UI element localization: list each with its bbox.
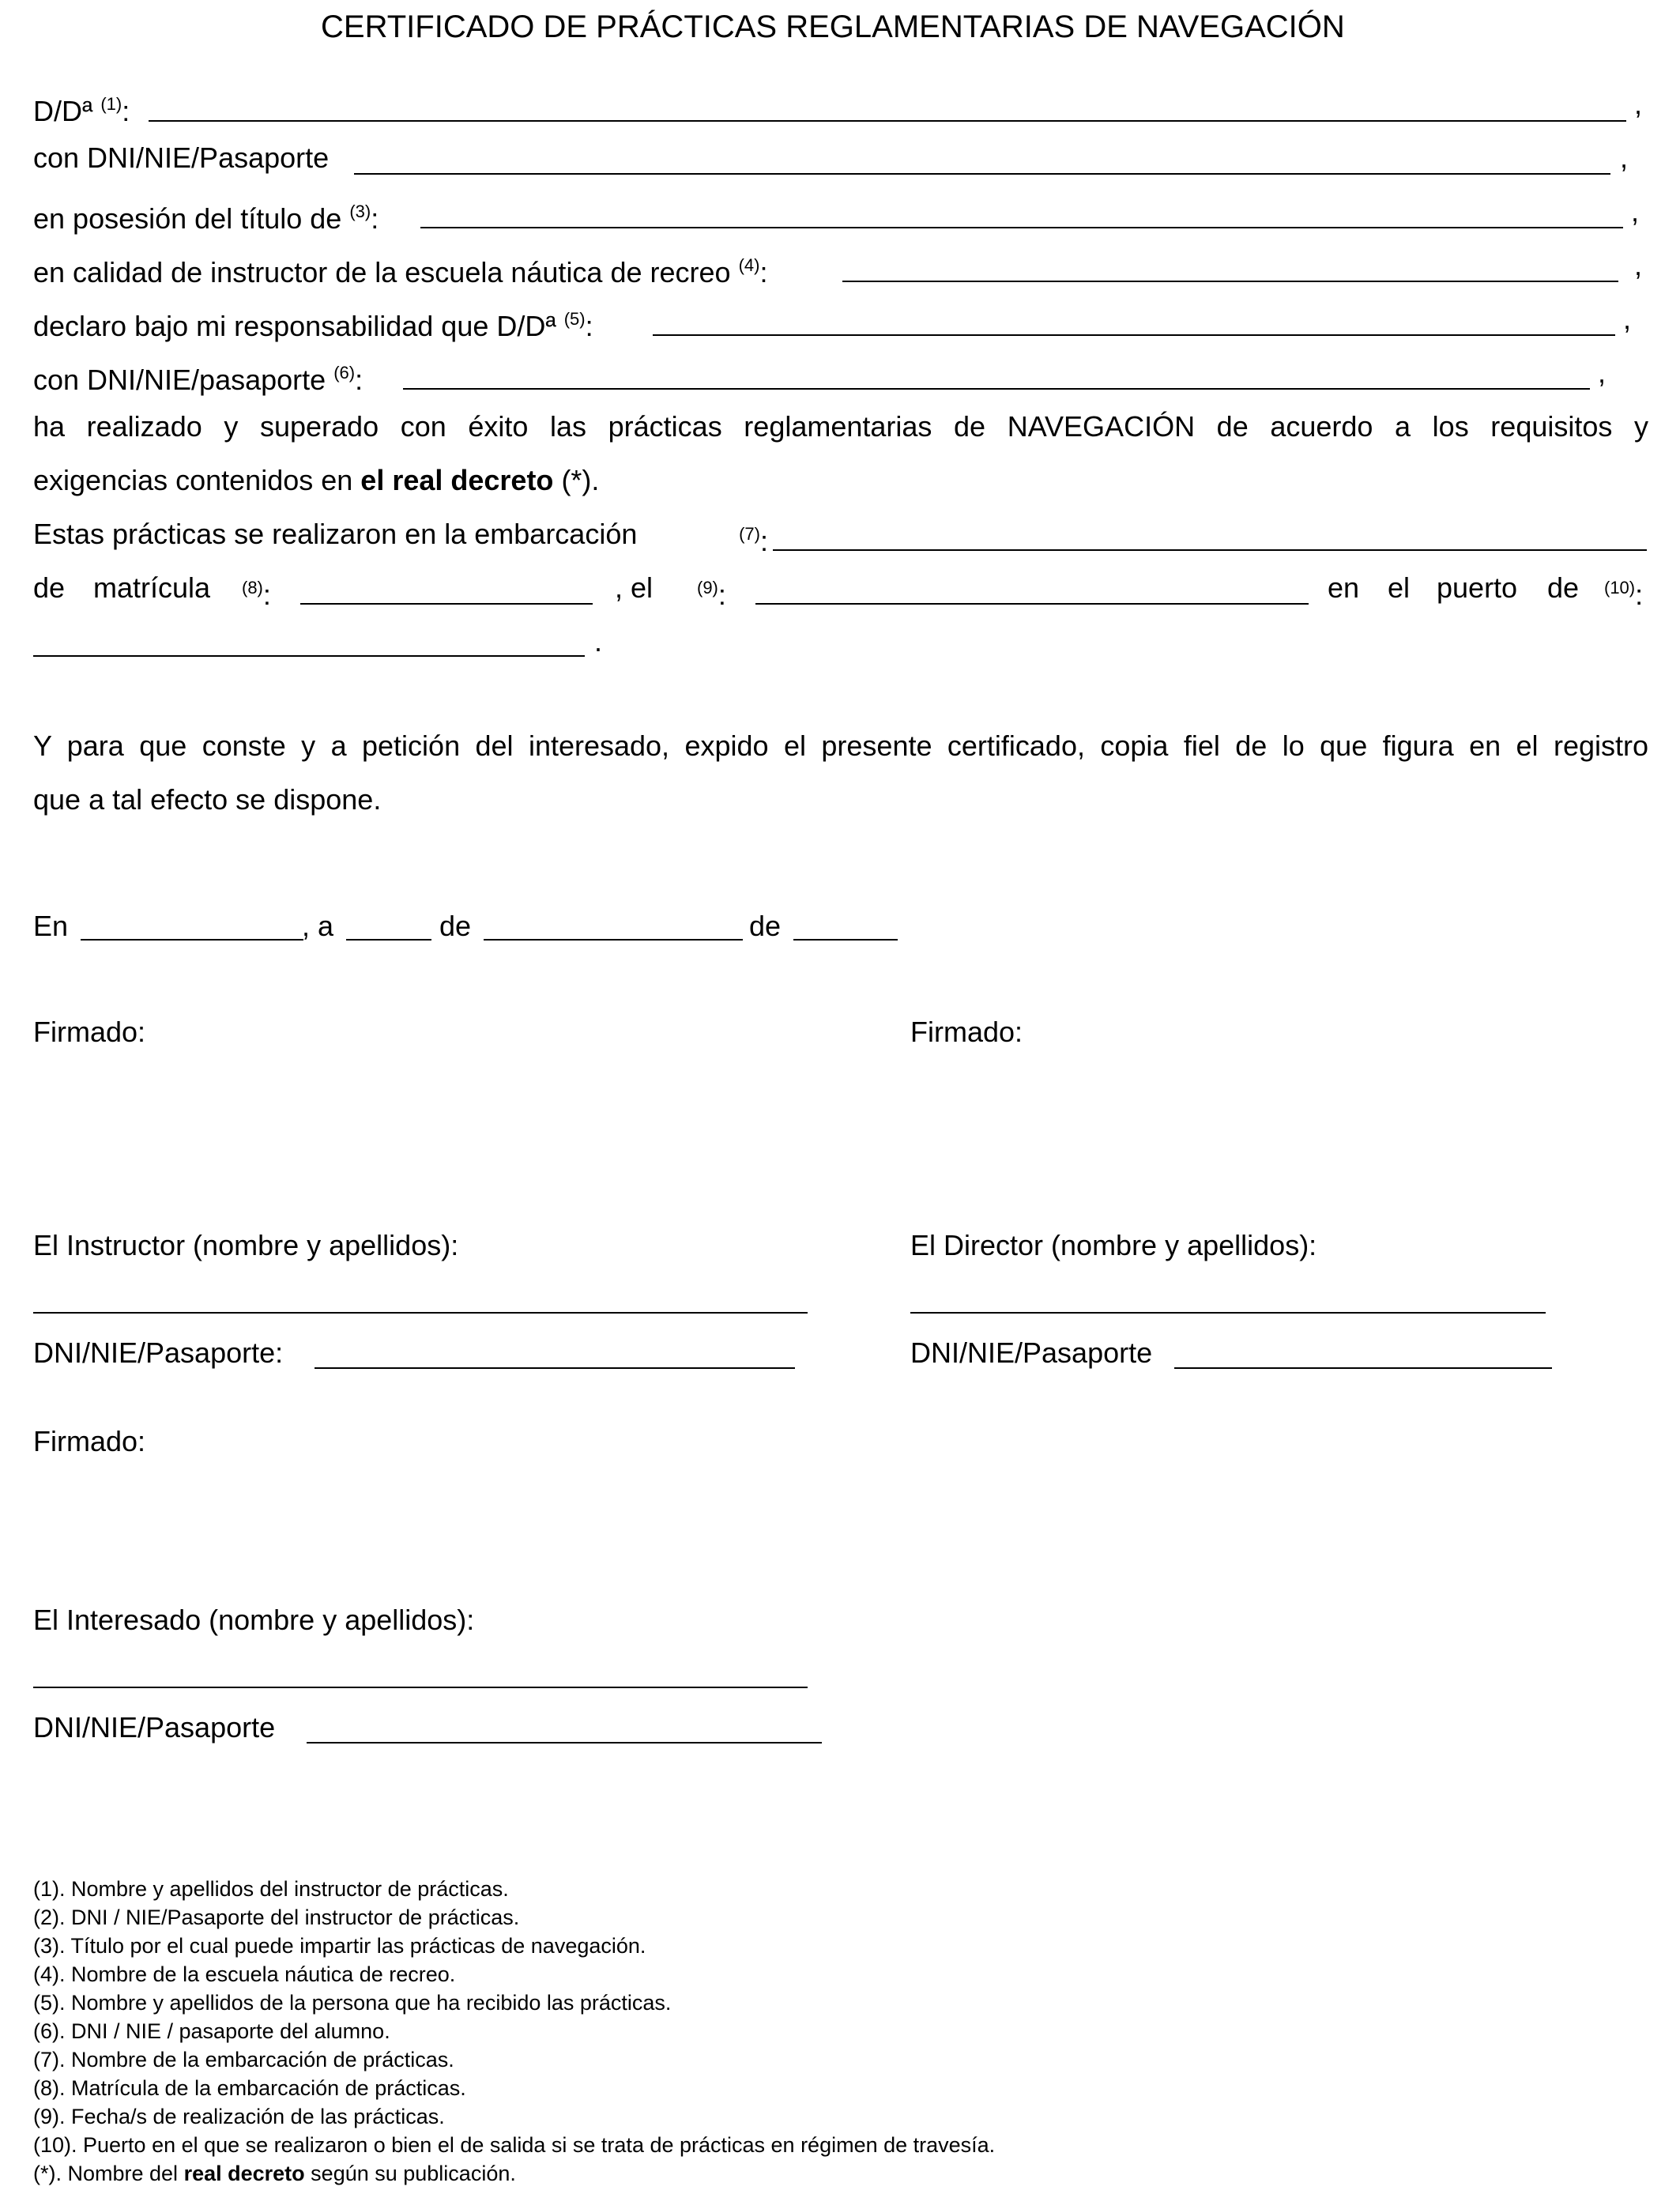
line-end-comma: , (1634, 249, 1643, 281)
school-line[interactable] (842, 281, 1618, 282)
student-signature-label: Firmado: (33, 1425, 146, 1457)
field-school-label (33, 248, 767, 290)
footnote-10: (10). Puerto en el que se realizaron o bien el de salida si se trata de prácticas en régimen de travesía. (33, 2133, 996, 2157)
footnote-ref: (1) (100, 94, 122, 114)
colon: : (759, 256, 768, 288)
date-month-line[interactable] (484, 939, 743, 941)
text: exigencias contenidos en (33, 464, 353, 496)
paragraph-closing-line1: Y para que conste y a petición del interesado, expido el presente certificado, copia fiel de lo que figura en el registro (33, 729, 1648, 762)
instructor-signature-label: Firmado: (33, 1016, 146, 1048)
student-dni-sign-line[interactable] (307, 1742, 822, 1744)
line-end-period: . (594, 625, 603, 658)
text: (*). (561, 464, 600, 496)
director-signature-label: Firmado: (910, 1016, 1023, 1048)
colon: : (718, 579, 726, 611)
line-end-comma: , (1598, 356, 1607, 389)
footnote-4: (4). Nombre de la escuela náutica de recreo. (33, 1962, 456, 1986)
instructor-name-line[interactable] (149, 120, 1626, 122)
word: en (1328, 571, 1360, 604)
label-text: D/Dª (33, 95, 93, 127)
word: de (33, 571, 66, 604)
footnote-decree (33, 2159, 995, 2188)
director-dni-sign-line[interactable] (1174, 1367, 1552, 1369)
colon: : (759, 525, 768, 557)
footnote-2: (2). DNI / NIE/Pasaporte del instructor de prácticas. (33, 1906, 520, 1929)
footnote-8: (8). Matrícula de la embarcación de prácticas. (33, 2076, 466, 2100)
label-text: Estas prácticas se realizaron en la embarcación (33, 518, 638, 550)
label-text: en posesión del título de (33, 202, 342, 235)
port-line[interactable] (33, 655, 585, 657)
label-text: con DNI/NIE/pasaporte (33, 364, 326, 396)
field-instructor-name-label (33, 87, 130, 129)
footnote-ref: (4) (738, 255, 760, 275)
date-de-label: de (749, 910, 782, 942)
footnote-7: (7). Nombre de la embarcación de prácticas. (33, 2048, 454, 2071)
colon: : (262, 579, 271, 611)
student-name-line[interactable] (653, 334, 1615, 336)
colon: : (371, 202, 379, 235)
footnote-6: (6). DNI / NIE / pasaporte del alumno. (33, 2019, 390, 2043)
instructor-name-label: El Instructor (nombre y apellidos): (33, 1229, 459, 1261)
director-name-label: El Director (nombre y apellidos): (910, 1229, 1317, 1261)
colon: : (1635, 579, 1644, 611)
director-fullname-line[interactable] (910, 1312, 1546, 1314)
colon: : (355, 364, 363, 396)
footnote-9: (9). Fecha/s de realización de las prácticas. (33, 2105, 445, 2128)
footnote-ref: (3) (349, 202, 371, 221)
director-dni-label: DNI/NIE/Pasaporte (910, 1336, 1153, 1369)
footnote-ref: (8) (242, 578, 263, 598)
footnote-ref-label (1604, 571, 1643, 613)
bold-text: real decreto (183, 2162, 305, 2185)
student-fullname-line[interactable] (33, 1687, 808, 1688)
footnote-1: (1). Nombre y apellidos del instructor de prácticas. (33, 1877, 509, 1901)
line-end-comma: , (1634, 88, 1643, 120)
footnote-5: (5). Nombre y apellidos de la persona que ha recibido las prácticas. (33, 1991, 672, 2015)
text: según su publicación. (311, 2162, 516, 2185)
text: (*). Nombre del (33, 2162, 179, 2185)
word: puerto (1437, 571, 1518, 604)
word: de (1547, 571, 1580, 604)
page-title: CERTIFICADO DE PRÁCTICAS REGLAMENTARIAS DE NAVEGACIÓN (321, 9, 1345, 44)
footnote-3: (3). Título por el cual puede impartir las prácticas de navegación. (33, 1934, 646, 1958)
footnotes (33, 1875, 995, 2188)
line-end-comma: , (1631, 195, 1640, 228)
instructor-fullname-line[interactable] (33, 1312, 808, 1314)
student-dni-label: DNI/NIE/Pasaporte (33, 1711, 276, 1744)
paragraph-closing-line2: que a tal efecto se dispone. (33, 783, 382, 816)
registration-line[interactable] (300, 603, 593, 605)
footnote-ref: (10) (1604, 578, 1636, 598)
footnote-ref: (6) (333, 363, 356, 383)
paragraph-declaration-line2 (33, 463, 599, 498)
footnote-ref-label (697, 571, 726, 613)
field-instructor-dni-label: con DNI/NIE/Pasaporte (33, 141, 330, 174)
student-name-label: El Interesado (nombre y apellidos): (33, 1604, 475, 1636)
field-student-dni-label (33, 356, 363, 398)
footnote-ref-label (242, 571, 271, 613)
footnote-ref: (7) (739, 524, 760, 544)
line-end-comma: , (1620, 141, 1629, 174)
date-place-line[interactable] (81, 939, 303, 941)
instructor-dni-sign-line[interactable] (315, 1367, 795, 1369)
word: el (1388, 571, 1411, 604)
date-year-line[interactable] (793, 939, 898, 941)
date-de-label: de (439, 910, 472, 942)
instructor-dni-line[interactable] (354, 173, 1610, 175)
line-end-comma: , (1623, 303, 1632, 335)
field-vessel-label (33, 517, 768, 559)
student-dni-line[interactable] (403, 388, 1590, 390)
footnote-ref: (9) (697, 578, 718, 598)
field-title-label (33, 194, 379, 236)
label-text: declaro bajo mi responsabilidad que D/Dª (33, 310, 556, 342)
date-a-label: , a (302, 910, 334, 942)
dates-line[interactable] (755, 603, 1309, 605)
title-line[interactable] (420, 227, 1623, 228)
paragraph-declaration-line1: ha realizado y superado con éxito las prácticas reglamentarias de NAVEGACIÓN de acuerdo a los requisitos y (33, 410, 1648, 443)
instructor-dni-label: DNI/NIE/Pasaporte: (33, 1336, 284, 1369)
colon: : (122, 95, 130, 127)
word: matrícula (93, 571, 211, 604)
bold-text: el real decreto (360, 464, 554, 496)
colon: : (585, 310, 593, 342)
date-en-label: En (33, 910, 69, 942)
date-day-line[interactable] (346, 939, 431, 941)
field-student-name-label (33, 302, 593, 344)
footnote-ref: (5) (563, 309, 586, 329)
vessel-line[interactable] (773, 549, 1647, 551)
word: , el (615, 571, 654, 604)
label-text: en calidad de instructor de la escuela náutica de recreo (33, 256, 731, 288)
